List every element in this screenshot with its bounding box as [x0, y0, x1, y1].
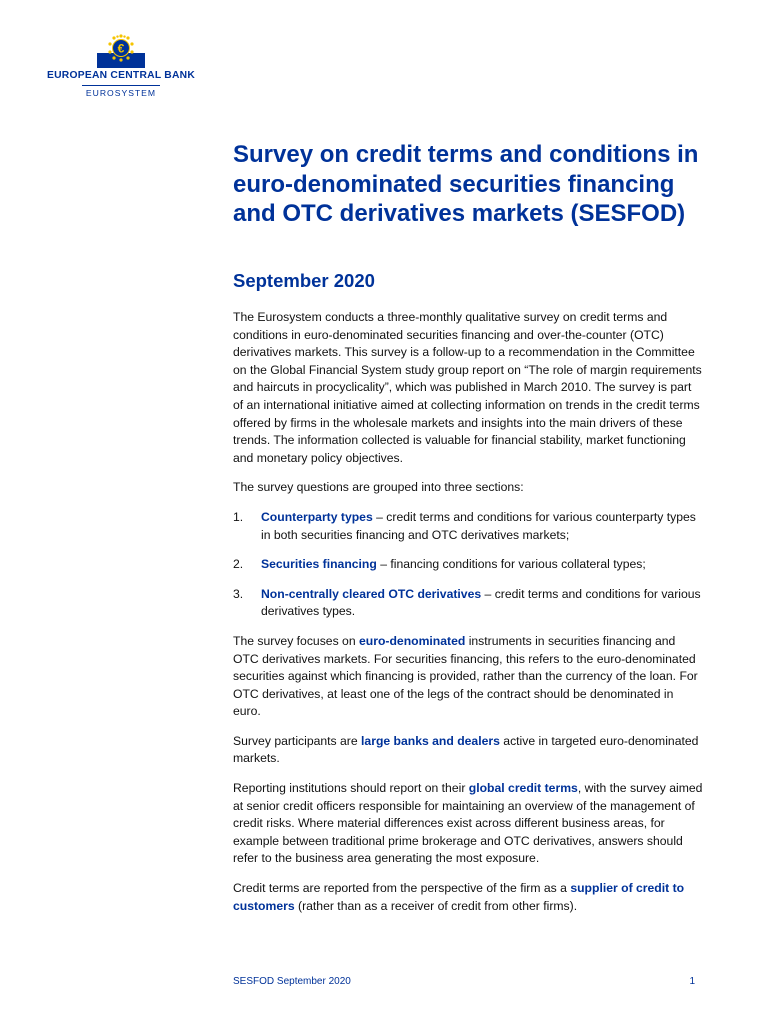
page-number: 1 [689, 976, 695, 987]
footer-label: SESFOD September 2020 [233, 976, 351, 987]
publication-date: September 2020 [233, 270, 375, 291]
perspective-paragraph: Credit terms are reported from the perspective of the firm as a supplier of credit to customers (rather than as a receiver of credit from other firms). [233, 881, 685, 913]
highlight-term: euro-denominated [359, 633, 466, 648]
page-title: Survey on credit terms and conditions in euro-denominated securities financing and OTC derivatives markets (SESFOD) [233, 141, 699, 227]
list-number: 1. [233, 509, 244, 524]
org-name: EUROPEAN CENTRAL BANK [46, 70, 196, 81]
intro-paragraph: The Eurosystem conducts a three-monthly qualitative survey on credit terms and conditions in euro-denominated securities financing and over-the-counter (OTC) derivatives markets. This survey is a follow-up to a recommendation in the Committee on the Global Financial System study group report on “The role of margin requirements and haircuts in procyclicality”, which was published in March 2010. The survey is part of an international initiative aimed at collecting information on trends in the credit terms offered by firms in the wholesale markets and insights into the main drivers of these trends. The information collected is valuable for financial stability, market functioning and monetary policy objectives. [233, 310, 702, 465]
list-term: Securities financing [261, 557, 377, 572]
list-term: Non-centrally cleared OTC derivatives [261, 586, 482, 601]
focus-paragraph: The survey focuses on euro-denominated instruments in securities financing and OTC derivatives markets. For securities financing, this refers to the euro-denominated securities against which financing is provided, rather than the currency of the loan. For OTC derivatives, at least one of the legs of the contract should be denominated in euro. [233, 633, 698, 719]
list-item [233, 556, 703, 574]
ecb-logo [36, 32, 206, 104]
list-desc: – credit terms and conditions for various counterparty types in both securities financing and OTC derivatives markets; [261, 509, 696, 542]
logo-divider [82, 85, 160, 86]
highlight-term: supplier of credit to customers [233, 881, 685, 913]
highlight-term: global credit terms [468, 781, 578, 796]
document-body [233, 309, 703, 927]
list-desc: – credit terms and conditions for various derivatives types. [261, 586, 701, 619]
reporting-paragraph: Reporting institutions should report on their global credit terms, with the survey aimed at senior credit officers responsible for maintaining an overview of the management of credit risks. Where material differences exist across different business areas, for example between traditional prime brokerage and OTC derivatives, answers should refer to the business area generating the most exposure. [233, 781, 703, 866]
highlight-term: large banks and dealers [361, 733, 500, 748]
list-item [233, 509, 703, 544]
participants-paragraph: Survey participants are large banks and dealers active in targeted euro-denominated markets. [233, 733, 699, 766]
list-item [233, 586, 703, 621]
org-subtitle: EUROSYSTEM [85, 88, 157, 98]
list-number: 3. [233, 586, 244, 601]
euro-stars-logo-icon [97, 32, 145, 68]
svg-text:€: € [117, 41, 125, 56]
list-desc: – financing conditions for various collateral types; [376, 557, 646, 572]
list-number: 2. [233, 557, 244, 572]
sections-list [233, 509, 703, 621]
list-term: Counterparty types [261, 509, 373, 524]
sections-intro: The survey questions are grouped into three sections: [233, 480, 524, 495]
